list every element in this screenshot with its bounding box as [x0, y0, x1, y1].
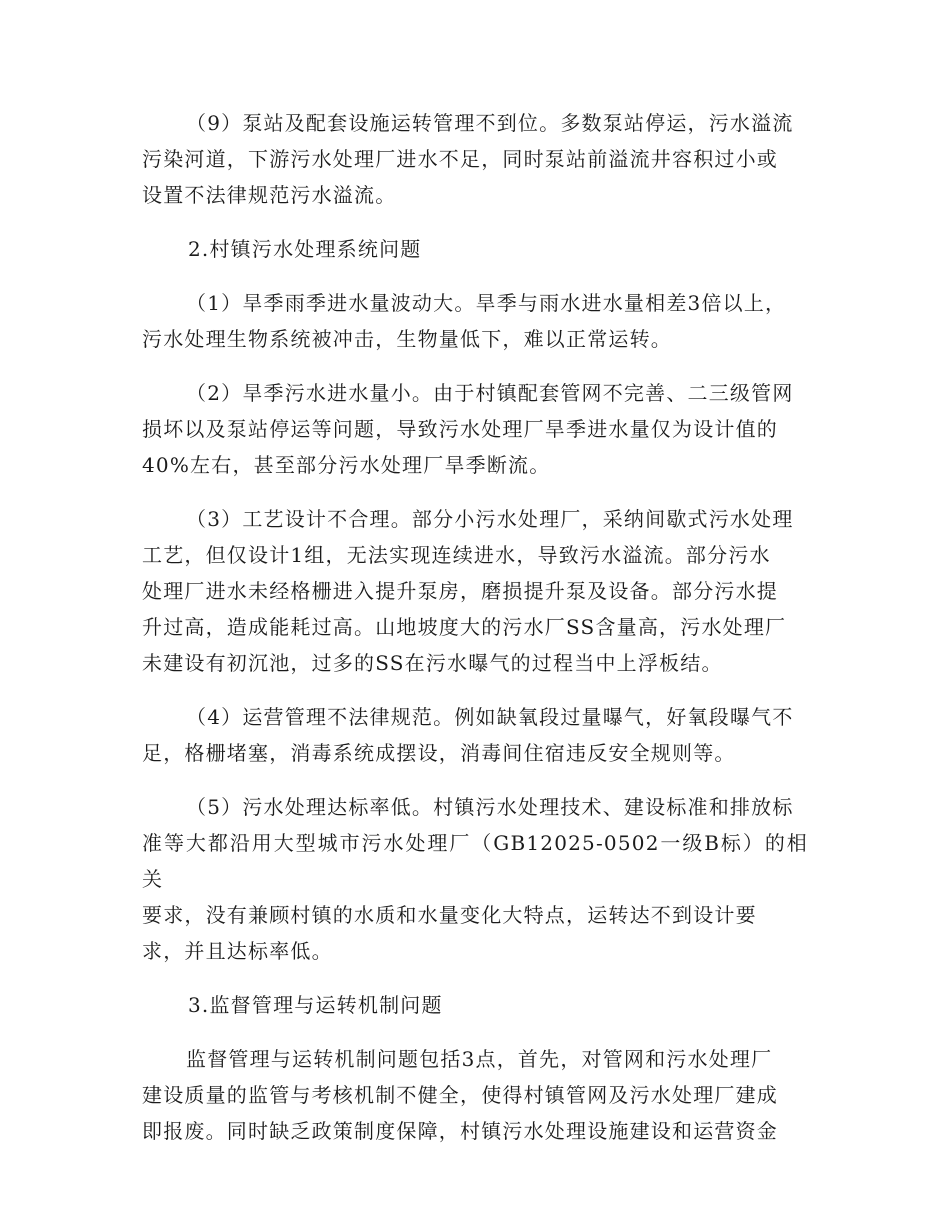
- text-line: 升过高，造成能耗过高。山地坡度大的污水厂SS含量高，污水处理厂: [142, 615, 787, 639]
- paragraph-compliance-rate: [142, 789, 808, 969]
- text-line: 建设质量的监管与考核机制不健全，使得村镇管网及污水处理厂建成: [142, 1083, 778, 1107]
- paragraph-supervision-issues: [142, 1041, 808, 1149]
- text-line: 处理厂进水未经格栅进入提升泵房，磨损提升泵及设备。部分污水提: [142, 579, 778, 603]
- document-body: [142, 105, 808, 1149]
- text-line: 要求，没有兼顾村镇的水质和水量变化大特点，运转达不到设计要: [142, 903, 757, 927]
- paragraph-process-design: [142, 501, 808, 681]
- text-line: 工艺，但仅设计1组，无法实现连续进水，导致污水溢流。部分污水: [142, 543, 771, 567]
- section-heading-supervision-mechanism: 3.监督管理与运转机制问题: [188, 993, 443, 1017]
- text-line: （4）运营管理不法律规范。例如缺氧段过量曝气，好氧段曝气不: [186, 705, 794, 729]
- text-line: 40%左右，甚至部分污水处理厂旱季断流。: [142, 453, 551, 477]
- section-heading-village-sewage-system: 2.村镇污水处理系统问题: [188, 237, 422, 261]
- text-line: 污水处理生物系统被冲击，生物量低下，难以正常运转。: [142, 327, 672, 351]
- text-line: 未建设有初沉池，过多的SS在污水曝气的过程当中上浮板结。: [142, 651, 723, 675]
- paragraph-dry-season-inflow: [142, 375, 808, 483]
- paragraph-operation-management: [142, 699, 808, 771]
- text-line: 准等大都沿用大型城市污水处理厂（GB12025-0502一级B标）的相关: [142, 831, 808, 891]
- text-line: （5）污水处理达标率低。村镇污水处理技术、建设标准和排放标: [186, 795, 794, 819]
- paragraph-inflow-fluctuation: [142, 285, 808, 357]
- text-line: （1）旱季雨季进水量波动大。旱季与雨水进水量相差3倍以上，: [186, 291, 787, 315]
- text-line: 污染河道，下游污水处理厂进水不足，同时泵站前溢流井容积过小或: [142, 147, 778, 171]
- text-line: 足，格栅堵塞，消毒系统成摆设，消毒间住宿违反安全规则等。: [142, 741, 736, 765]
- text-line: （3）工艺设计不合理。部分小污水处理厂，采纳间歇式污水处理: [186, 507, 794, 531]
- paragraph-pump-station-management: [142, 105, 808, 213]
- text-line: （9）泵站及配套设施运转管理不到位。多数泵站停运，污水溢流: [186, 111, 794, 135]
- text-line: （2）旱季污水进水量小。由于村镇配套管网不完善、二三级管网: [186, 381, 794, 405]
- text-line: 设置不法律规范污水溢流。: [142, 183, 397, 207]
- text-line: 即报废。同时缺乏政策制度保障，村镇污水处理设施建设和运营资金: [142, 1119, 778, 1143]
- text-line: 监督管理与运转机制问题包括3点，首先，对管网和污水处理厂: [186, 1047, 773, 1071]
- text-line: 损坏以及泵站停运等问题，导致污水处理厂旱季进水量仅为设计值的: [142, 417, 778, 441]
- text-line: 求，并且达标率低。: [142, 939, 333, 963]
